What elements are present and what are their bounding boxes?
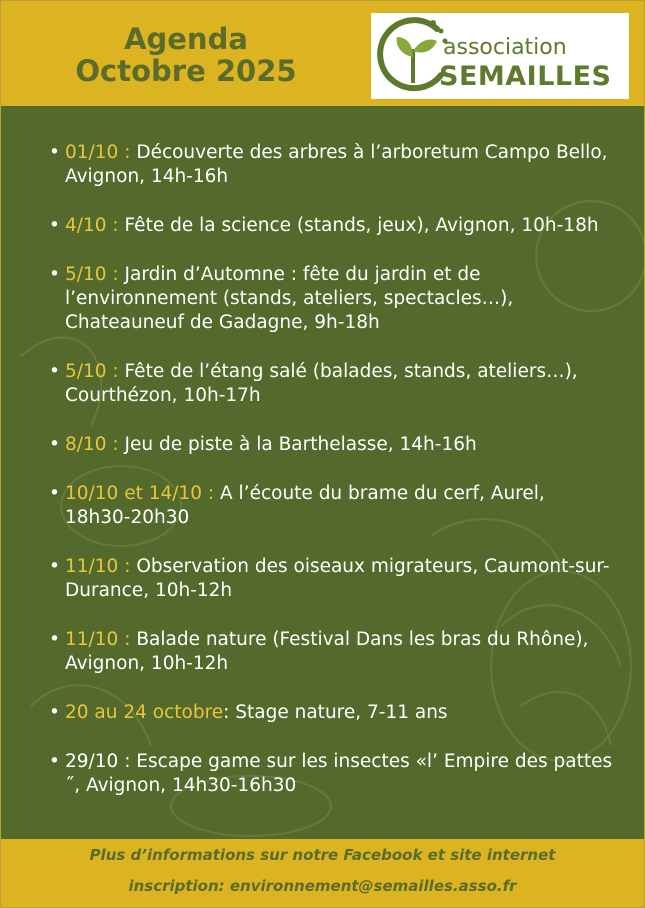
footer-info-text: Plus d’informations sur notre Facebook et site internet [89,846,556,864]
bullet-icon: • [49,702,60,723]
event-text: : Stage nature, 7-11 ans [223,702,448,723]
footer-registration-email: inscription: environnement@semailles.asso.fr [128,877,517,895]
event-date: 01/10 : [65,142,131,163]
list-item [49,482,614,530]
list-item [49,214,614,238]
bullet-icon: • [49,556,60,577]
list-item [49,750,614,798]
list-item [49,263,614,335]
bullet-icon: • [49,629,60,650]
title-line-month: Octobre 2025 [75,54,297,88]
title-line-agenda: Agenda [124,22,248,56]
event-date: 8/10 : [65,434,119,455]
event-text: A l’écoute du brame du cerf, Aurel, 18h30-20h30 [65,483,545,528]
event-text: Fête de la science (stands, jeux), Avignon, 10h-18h [118,215,599,236]
event-date: 11/10 : [65,556,131,577]
event-text: 29/10 : Escape game sur les insectes «l’ Empire des pattes ˝, Avignon, 14h30-16h30 [65,751,613,796]
page-title [41,23,331,87]
event-date: 5/10 : [65,361,119,382]
association-logo [371,13,629,99]
event-date: 10/10 et 14/10 : [65,483,215,504]
header-band [1,1,644,106]
bullet-icon: • [49,215,60,236]
bullet-icon: • [49,434,60,455]
bullet-icon: • [49,751,60,772]
events-list [49,141,614,823]
event-date: 11/10 : [65,629,131,650]
event-text: Jeu de piste à la Barthelasse, 14h-16h [118,434,477,455]
event-text: Balade nature (Festival Dans les bras du Rhône), Avignon, 10h-12h [65,629,589,674]
bullet-icon: • [49,361,60,382]
bullet-icon: • [49,483,60,504]
list-item [49,701,614,725]
list-item [49,628,614,676]
event-date: 5/10 : [65,264,119,285]
event-text: Fête de l’étang salé (balades, stands, ateliers…), Courthézon, 10h-17h [65,361,578,406]
event-text: Découverte des arbres à l’arboretum Campo Bello, Avignon, 14h-16h [65,142,608,187]
event-date: 4/10 : [65,215,119,236]
event-text: Jardin d’Automne : fête du jardin et de l’environnement (stands, ateliers, spectacles…), Chateauneuf de Gadagne, 9h-18h [65,264,514,333]
list-item [49,141,614,189]
event-date: 20 au 24 octobre [65,702,224,723]
bullet-icon: • [49,264,60,285]
list-item [49,360,614,408]
event-text: Observation des oiseaux migrateurs, Caumont-sur-Durance, 10h-12h [65,556,610,601]
footer-band [1,839,644,907]
list-item [49,433,614,457]
logo-text-semailles: SEMAILLES [439,61,612,92]
list-item [49,555,614,603]
bullet-icon: • [49,142,60,163]
logo-text-association: association [443,35,567,60]
